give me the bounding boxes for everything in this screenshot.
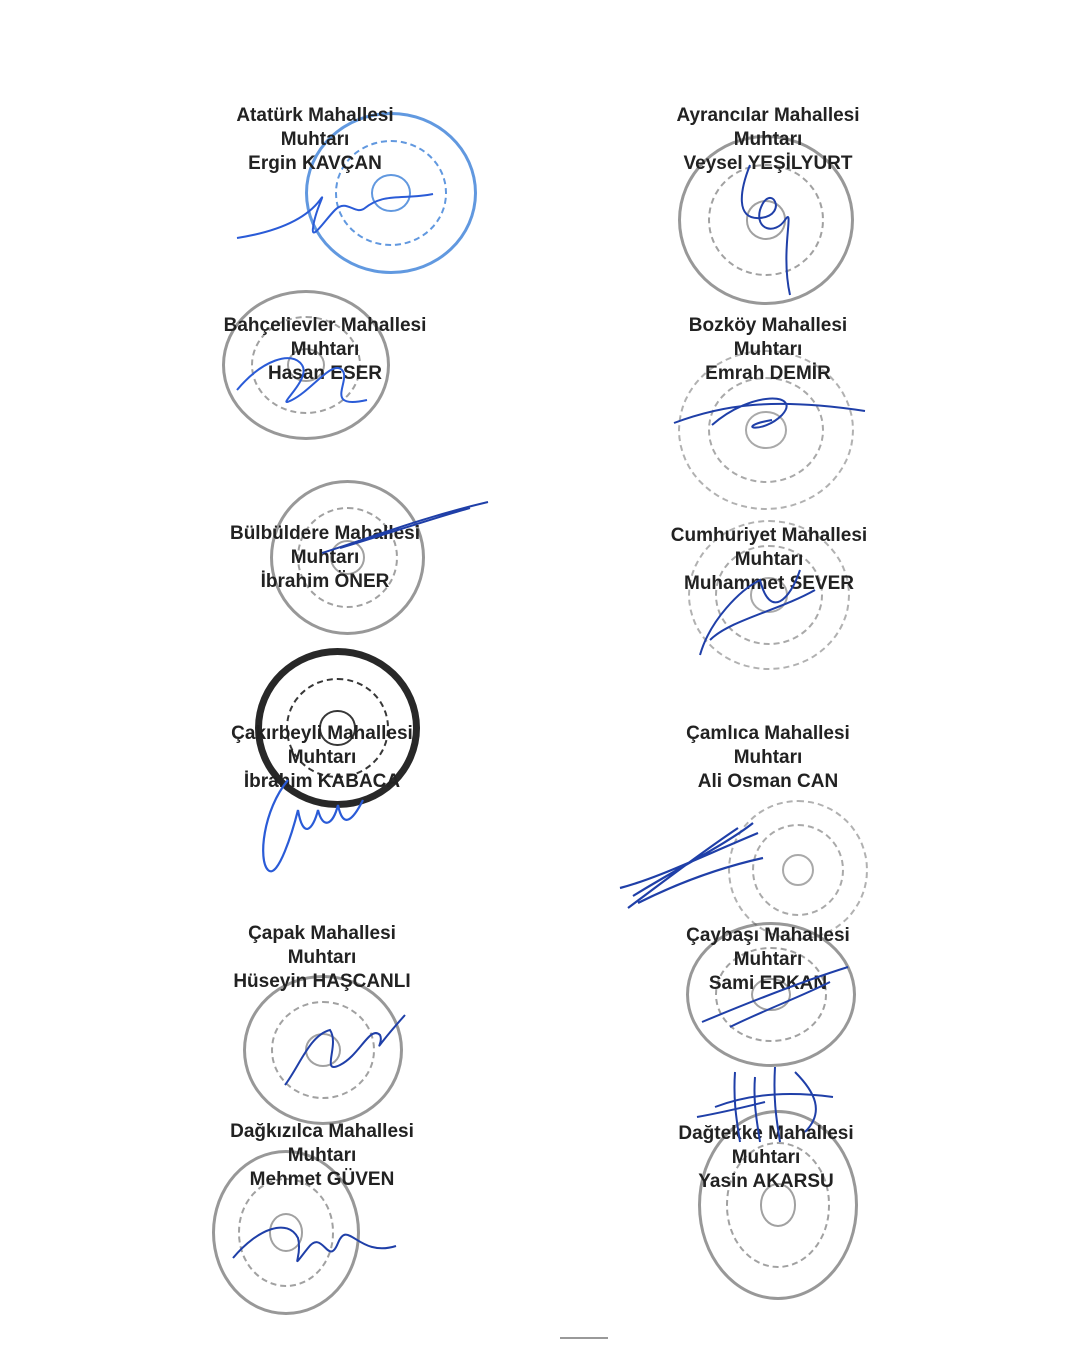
muhtar-title: Muhtarı: [290, 339, 360, 360]
muhtar-name: İbrahim ÖNER: [260, 571, 390, 592]
muhtar-title: Muhtarı: [287, 947, 357, 968]
mahalle-name: Cumhuriyet Mahallesi: [670, 525, 868, 546]
handwritten-signature-caybasi: [700, 962, 850, 1032]
muhtar-name: Veysel YEŞİLYURT: [683, 153, 853, 174]
handwritten-signature-cumhuriyet: [690, 560, 820, 660]
mahalle-name: Çapak Mahallesi: [248, 923, 396, 944]
muhtar-title: Muhtarı: [731, 1147, 801, 1168]
handwritten-signature-bulbuldere: [320, 498, 490, 558]
muhtar-name: Yasin AKARSU: [698, 1171, 834, 1192]
signature-block-capak: [172, 922, 472, 994]
handwritten-signature-dagkizilca: [228, 1198, 398, 1278]
muhtar-name: Hüseyin HAŞCANLI: [233, 971, 411, 992]
mahalle-name: Ayrancılar Mahallesi: [676, 105, 860, 126]
signature-block-bozkoy: [618, 314, 918, 386]
handwritten-signature-camlica: [618, 818, 768, 913]
muhtar-title: Muhtarı: [287, 1145, 357, 1166]
mahalle-name: Atatürk Mahallesi: [236, 105, 394, 126]
muhtar-title: Muhtarı: [290, 547, 360, 568]
handwritten-signature-ayrancilar: [730, 160, 820, 300]
muhtar-title: Muhtarı: [733, 339, 803, 360]
muhtar-title: Muhtarı: [733, 129, 803, 150]
mahalle-name: Bülbüldere Mahallesi: [229, 523, 421, 544]
signature-block-dagkizilca: [172, 1120, 472, 1192]
muhtar-name: Hasan ESER: [267, 363, 383, 384]
muhtar-name: Mehmet GÜVEN: [249, 1169, 395, 1190]
handwritten-signature-cakirbeyli: [258, 770, 368, 880]
handwritten-signature-capak: [280, 1005, 410, 1090]
muhtar-name: Muhammet SEVER: [684, 573, 854, 594]
mahalle-name: Bahçelievler Mahallesi: [223, 315, 427, 336]
muhtar-name: Sami ERKAN: [708, 973, 828, 994]
mahalle-name: Çamlıca Mahallesi: [686, 723, 850, 744]
muhtar-title: Muhtarı: [280, 129, 350, 150]
muhtar-title: Muhtarı: [733, 747, 803, 768]
handwritten-signature-bahcelievler: [232, 340, 372, 420]
mahalle-name: Çaybaşı Mahallesi: [686, 925, 850, 946]
handwritten-signature-ataturk: [235, 180, 435, 260]
muhtar-title: Muhtarı: [734, 549, 804, 570]
page-footer-mark: [560, 1337, 608, 1339]
muhtar-name: Ali Osman CAN: [697, 771, 839, 792]
handwritten-signature-dagtekke: [695, 1062, 835, 1152]
mahalle-name: Dağkızılca Mahallesi: [230, 1121, 414, 1142]
muhtar-name: Emrah DEMİR: [705, 363, 831, 384]
mahalle-name: Dağtekke Mahallesi: [678, 1123, 854, 1144]
mahalle-name: Çakırbeyli Mahallesi: [231, 723, 413, 744]
handwritten-signature-bozkoy: [672, 385, 867, 445]
mahalle-name: Bozköy Mahallesi: [688, 315, 848, 336]
muhtar-name: Ergin KAVÇAN: [248, 153, 382, 174]
muhtar-name: İbrahim KABACA: [243, 771, 401, 792]
signature-block-ataturk: [165, 104, 465, 176]
signature-block-camlica: [618, 722, 918, 794]
muhtar-title: Muhtarı: [287, 747, 357, 768]
muhtar-title: Muhtarı: [733, 949, 803, 970]
